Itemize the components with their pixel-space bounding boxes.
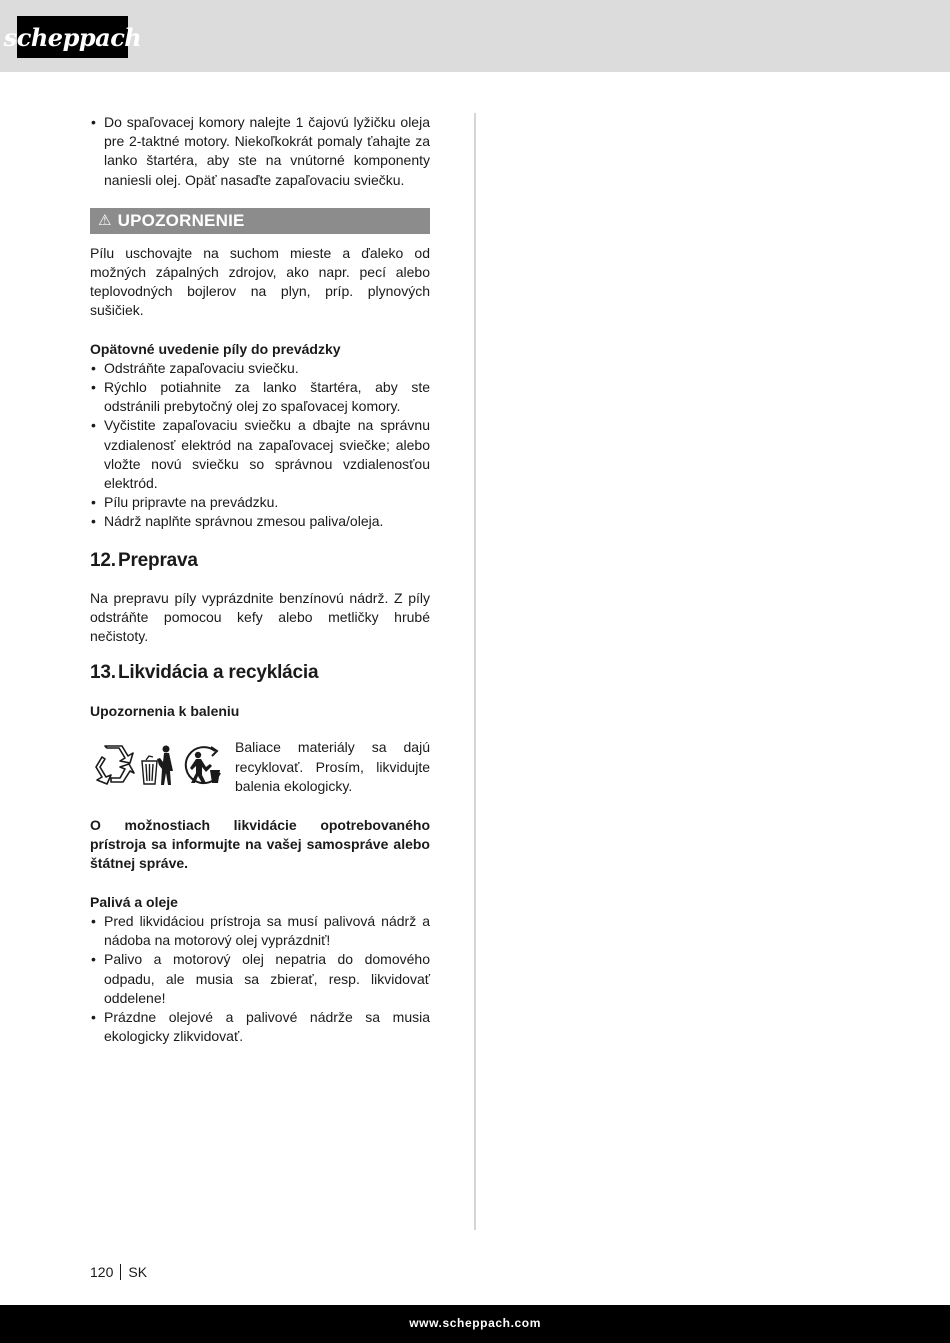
- list-item: • Nádrž naplňte správnou zmesou paliva/oleja.: [90, 512, 430, 531]
- footer-band: [0, 1305, 950, 1343]
- warning-title: UPOZORNENIE: [117, 211, 245, 231]
- warning-triangle-icon: ⚠: [98, 212, 112, 230]
- recommission-heading: Opätovné uvedenie píly do prevádzky: [90, 340, 341, 357]
- section-13-heading: [90, 661, 430, 685]
- list-item: • Odstráňte zapaľovaciu sviečku.: [90, 359, 430, 378]
- packaging-text: Baliace materiály sa dajú recyklovať. Prosím, likvidujte balenia ekologicky.: [235, 739, 430, 794]
- scheppach-logo: scheppach: [17, 16, 128, 58]
- language-code: SK: [128, 1264, 148, 1280]
- fuels-heading: Palivá a oleje: [90, 893, 178, 910]
- recycle-icon: [90, 743, 136, 787]
- page-number-separator: [120, 1264, 121, 1280]
- fuels-bullet-list: [90, 912, 430, 1046]
- page-number-value: 120: [90, 1264, 114, 1280]
- section-number: 13.: [90, 662, 116, 684]
- section-number: 12.: [90, 549, 116, 571]
- packaging-heading: Upozornenia k baleniu: [90, 703, 240, 720]
- list-item: • Pílu pripravte na prevádzku.: [90, 493, 430, 512]
- transport-text: Na prepravu píly vyprázdnite benzínovú nádrž. Z píly odstráňte pomocou kefy alebo metličky hrubé nečistoty.: [90, 589, 430, 645]
- warning-banner: [90, 208, 430, 234]
- section-title: Likvidácia a recyklácia: [118, 662, 319, 684]
- page-number: [90, 1264, 147, 1280]
- packaging-notice: [90, 738, 430, 796]
- website-link[interactable]: www.scheppach.com: [409, 1316, 541, 1330]
- list-item: • Pred likvidáciou prístroja sa musí palivová nádrž a nádoba na motorový olej vyprázdniť!: [90, 912, 430, 950]
- trash-bin-icon: [140, 743, 176, 787]
- header-band: [0, 0, 950, 72]
- list-item: • Prázdne olejové a palivové nádrže sa musia ekologicky zlikvidovať.: [90, 1008, 430, 1046]
- list-item: • Vyčistite zapaľovaciu sviečku a dbajte na správnu vzdialenosť elektród na zapaľovacej sviečke; alebo vložte novú sviečku so správnou vzdialenosťou elektród.: [90, 416, 430, 493]
- list-item: • Rýchlo potiahnite za lanko štartéra, aby ste odstránili prebytočný olej zo spaľovacej komory.: [90, 378, 430, 416]
- column-divider: [474, 113, 476, 1230]
- disposal-notice: O možnostiach likvidácie opotrebovaného prístroja sa informujte na vašej samospráve alebo štátnej správe.: [90, 817, 430, 872]
- left-column: [90, 113, 430, 1046]
- list-item: • Palivo a motorový olej nepatria do domového odpadu, ale musia sa zbierať, resp. likvidovať oddelene!: [90, 950, 430, 1008]
- recycle-person-icon: [180, 743, 226, 787]
- warning-text: Pílu uschovajte na suchom mieste a ďaleko od možných zápalných zdrojov, ako napr. pecí alebo teplovodných bojlerov na plyn, príp. plynových sušičiek.: [90, 244, 430, 319]
- recommission-bullet-list: [90, 359, 430, 532]
- list-item: • Do spaľovacej komory nalejte 1 čajovú lyžičku oleja pre 2-taktné motory. Niekoľkokrát pomaly ťahajte za lanko štartéra, aby ste na vnútorné komponenty naniesli olej. Opäť nasaďte zapaľovaciu sviečku.: [90, 113, 430, 190]
- section-title: Preprava: [118, 549, 198, 571]
- intro-bullet-list: [90, 113, 430, 190]
- disposal-icon-group: [90, 738, 235, 787]
- section-12-heading: [90, 549, 430, 573]
